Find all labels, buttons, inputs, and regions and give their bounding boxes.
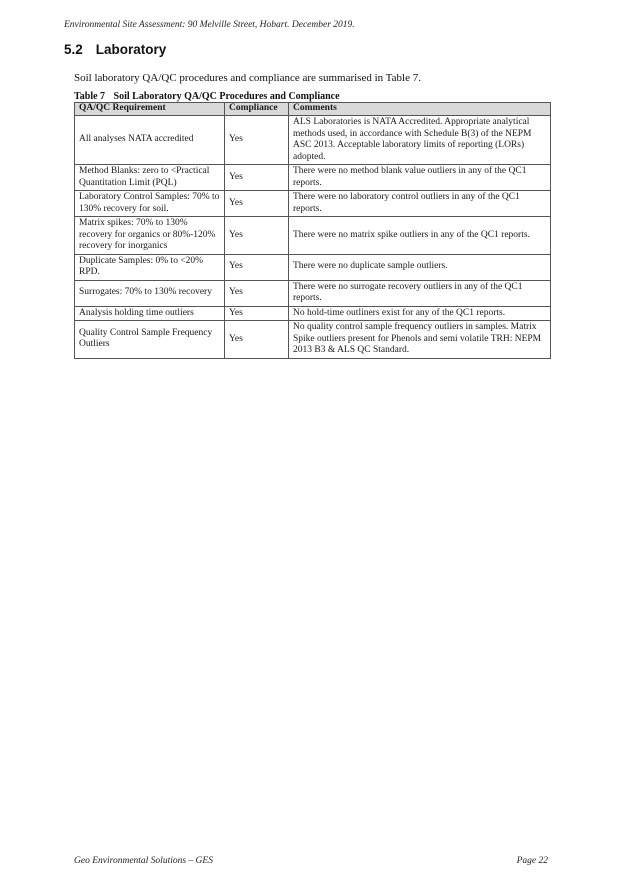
table-row (75, 306, 551, 321)
table-row (75, 217, 551, 255)
comment-cell: No quality control sample frequency outliers in samples. Matrix Spike outliers present for Phenols and semi volatile TRH: NEPM 2013 B3 & ALS QC Standard. (289, 321, 551, 359)
compliance-cell: Yes (225, 280, 289, 306)
section-title: Laboratory (95, 42, 167, 57)
page-header: Environmental Site Assessment: 90 Melville Street, Hobart. December 2019. (64, 20, 355, 30)
table-caption (74, 91, 340, 102)
requirement-cell: Laboratory Control Samples: 70% to 130% recovery for soil. (75, 191, 225, 217)
compliance-cell: Yes (225, 116, 289, 165)
intro-paragraph: Soil laboratory QA/QC procedures and compliance are summarised in Table 7. (74, 72, 421, 84)
comment-cell: ALS Laboratories is NATA Accredited. Appropriate analytical methods used, in accordance with Schedule B(3) of the NEPM ASC 2013. Acceptable laboratory limits of reporting (LORs) adopted. (289, 116, 551, 165)
requirement-cell: Method Blanks: zero to <Practical Quantitation Limit (PQL) (75, 165, 225, 191)
section-number: 5.2 (64, 42, 83, 57)
table-header-row (75, 103, 551, 116)
comment-cell: There were no laboratory control outliers in any of the QC1 reports. (289, 191, 551, 217)
comment-cell: There were no method blank value outliers in any of the QC1 reports. (289, 165, 551, 191)
table-row (75, 191, 551, 217)
footer-company: Geo Environmental Solutions – GES (74, 856, 213, 866)
footer-page-number: Page 22 (516, 856, 548, 866)
requirement-cell: Matrix spikes: 70% to 130% recovery for organics or 80%-120% recovery for inorganics (75, 217, 225, 255)
header-requirement: QA/QC Requirement (75, 103, 225, 116)
table-row (75, 321, 551, 359)
table-row (75, 280, 551, 306)
comment-cell: There were no matrix spike outliers in any of the QC1 reports. (289, 217, 551, 255)
requirement-cell: Quality Control Sample Frequency Outliers (75, 321, 225, 359)
header-comments: Comments (289, 103, 551, 116)
qaqc-table (74, 102, 551, 359)
compliance-cell: Yes (225, 165, 289, 191)
requirement-cell: Duplicate Samples: 0% to <20% RPD. (75, 254, 225, 280)
compliance-cell: Yes (225, 191, 289, 217)
section-heading (64, 42, 166, 57)
comment-cell: There were no surrogate recovery outliers in any of the QC1 reports. (289, 280, 551, 306)
table-row (75, 165, 551, 191)
table-caption-title: Soil Laboratory QA/QC Procedures and Compliance (113, 91, 340, 102)
comment-cell: No hold-time outliners exist for any of the QC1 reports. (289, 306, 551, 321)
requirement-cell: Analysis holding time outliers (75, 306, 225, 321)
requirement-cell: Surrogates: 70% to 130% recovery (75, 280, 225, 306)
table-row (75, 254, 551, 280)
table-caption-label: Table 7 (74, 91, 106, 102)
compliance-cell: Yes (225, 321, 289, 359)
comment-cell: There were no duplicate sample outliers. (289, 254, 551, 280)
compliance-cell: Yes (225, 217, 289, 255)
header-compliance: Compliance (225, 103, 289, 116)
compliance-cell: Yes (225, 254, 289, 280)
table-row (75, 116, 551, 165)
compliance-cell: Yes (225, 306, 289, 321)
requirement-cell: All analyses NATA accredited (75, 116, 225, 165)
